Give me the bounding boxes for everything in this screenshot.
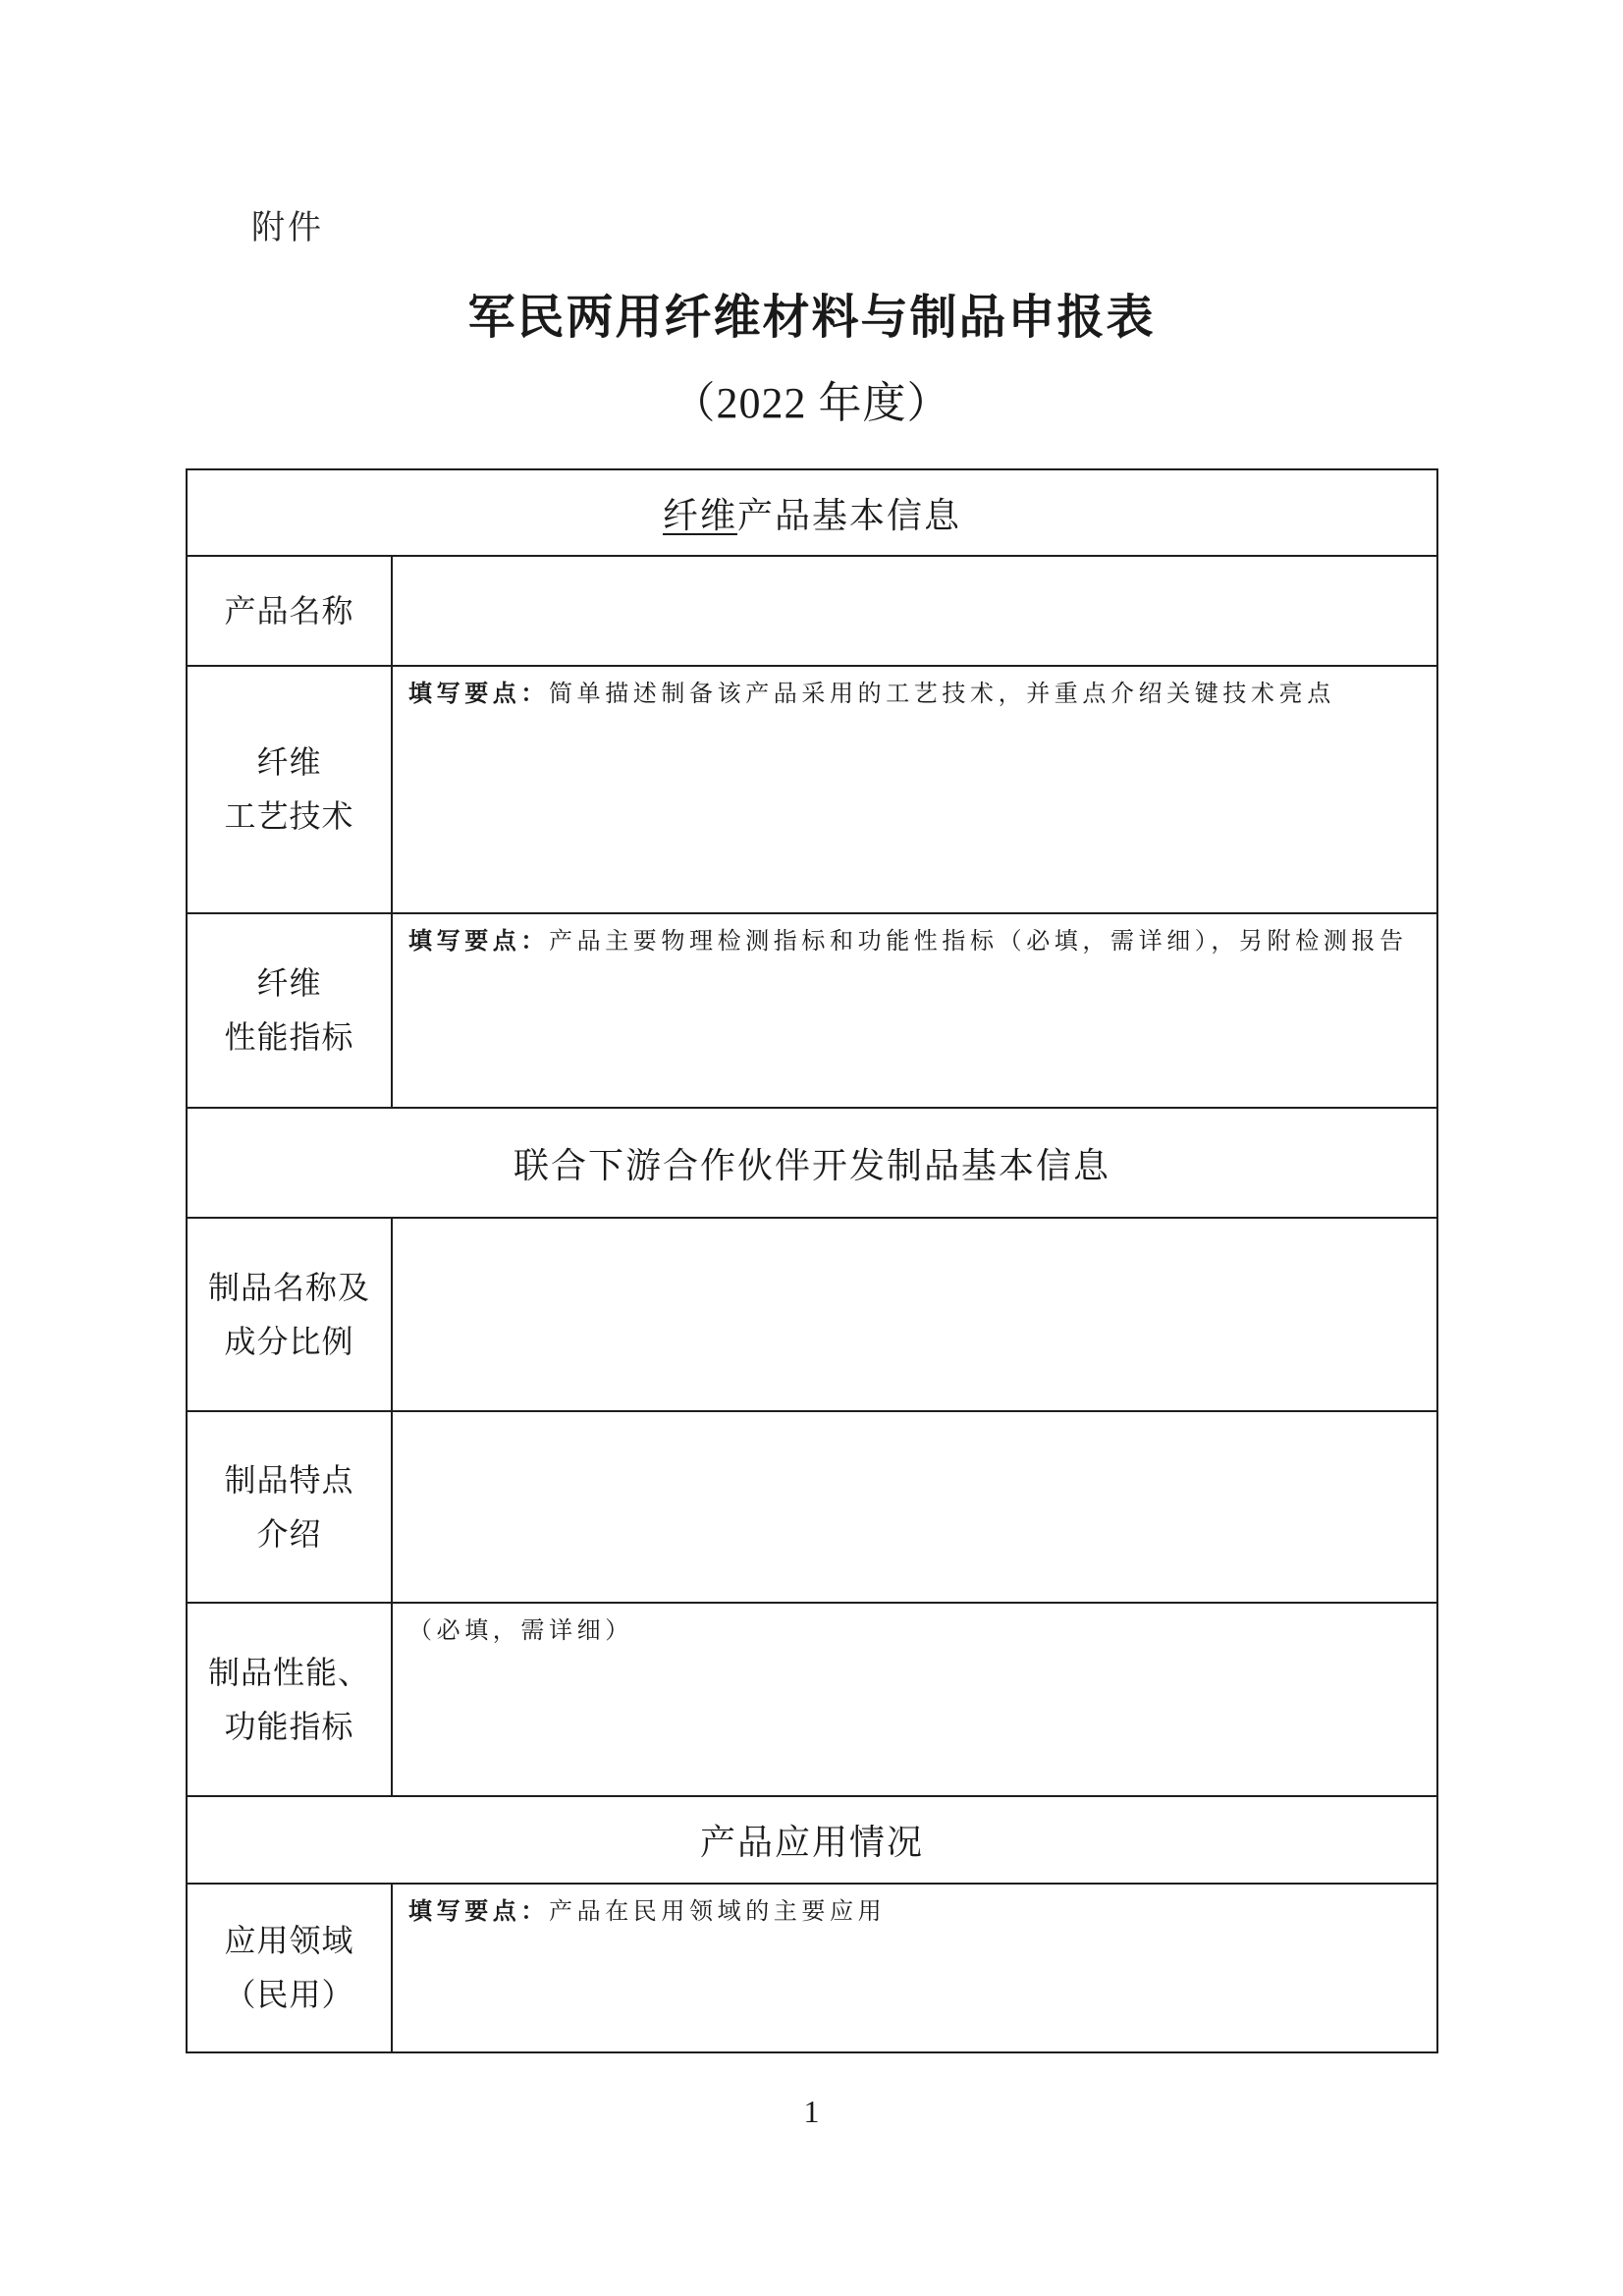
row-label-line: 工艺技术 bbox=[224, 797, 354, 835]
form-row-fiber-process bbox=[188, 665, 1436, 912]
form-row-product-name bbox=[188, 555, 1436, 665]
row-label bbox=[188, 914, 393, 1107]
form-row-application-field bbox=[188, 1883, 1436, 2051]
row-label-line: 纤维 bbox=[256, 743, 322, 781]
application-form-table bbox=[186, 468, 1438, 2053]
section-header-partner-products bbox=[188, 1107, 1436, 1217]
hint-text: 简单描述制备该产品采用的工艺技术，并重点介绍关键技术亮点 bbox=[549, 680, 1335, 707]
row-label-line: 制品性能、 bbox=[207, 1653, 370, 1691]
hint-label: 填写要点： bbox=[408, 926, 549, 955]
section-title: 产品应用情况 bbox=[699, 1823, 924, 1863]
row-label-line: 性能指标 bbox=[224, 1018, 354, 1056]
product-performance-field bbox=[393, 1604, 1436, 1795]
form-row-fiber-performance bbox=[188, 912, 1436, 1107]
product-name-field bbox=[393, 557, 1436, 665]
page-number: 1 bbox=[803, 2094, 820, 2129]
hint-text: 产品在民用领域的主要应用 bbox=[549, 1897, 887, 1925]
section-header-fiber-info bbox=[188, 470, 1436, 555]
fiber-performance-field bbox=[393, 914, 1436, 1107]
hint-text: 产品主要物理检测指标和功能性指标（必填，需详细），另附检测报告 bbox=[549, 927, 1408, 955]
row-label-line: 纤维 bbox=[256, 964, 322, 1002]
document-year: （2022 年度） bbox=[672, 379, 951, 427]
row-label-line: 介绍 bbox=[256, 1514, 322, 1553]
section-title-rest: 产品基本信息 bbox=[737, 495, 962, 536]
row-label bbox=[188, 667, 393, 912]
row-label-line: 制品特点 bbox=[224, 1460, 354, 1499]
hint-label: 填写要点： bbox=[408, 679, 549, 707]
attachment-label: 附件 bbox=[251, 208, 324, 247]
row-label bbox=[188, 1885, 393, 2051]
row-label bbox=[188, 1412, 393, 1602]
hint-label: 填写要点： bbox=[408, 1896, 549, 1925]
document-title: 军民两用纤维材料与制品申报表 bbox=[467, 290, 1156, 345]
row-label-text: 产品名称 bbox=[224, 591, 354, 629]
form-row-product-performance bbox=[188, 1602, 1436, 1795]
row-label bbox=[188, 1604, 393, 1795]
row-label-line: 成分比例 bbox=[224, 1322, 354, 1360]
row-label-line: 功能指标 bbox=[224, 1707, 354, 1745]
row-label-line: 制品名称及 bbox=[207, 1268, 370, 1306]
form-row-product-features bbox=[188, 1410, 1436, 1602]
row-label-line: 应用领域 bbox=[224, 1922, 354, 1959]
section-title: 联合下游合作伙伴开发制品基本信息 bbox=[513, 1145, 1110, 1186]
row-label bbox=[188, 1219, 393, 1410]
fiber-process-field bbox=[393, 667, 1436, 912]
product-features-field bbox=[393, 1412, 1436, 1602]
row-label-line: （民用） bbox=[224, 1976, 354, 2013]
section-header-application bbox=[188, 1795, 1436, 1883]
hint-text: （必填，需详细） bbox=[408, 1616, 633, 1644]
row-label bbox=[188, 557, 393, 665]
form-row-product-composition bbox=[188, 1217, 1436, 1410]
application-field-field bbox=[393, 1885, 1436, 2051]
section-title-underlined: 纤维 bbox=[662, 495, 737, 536]
product-composition-field bbox=[393, 1219, 1436, 1410]
